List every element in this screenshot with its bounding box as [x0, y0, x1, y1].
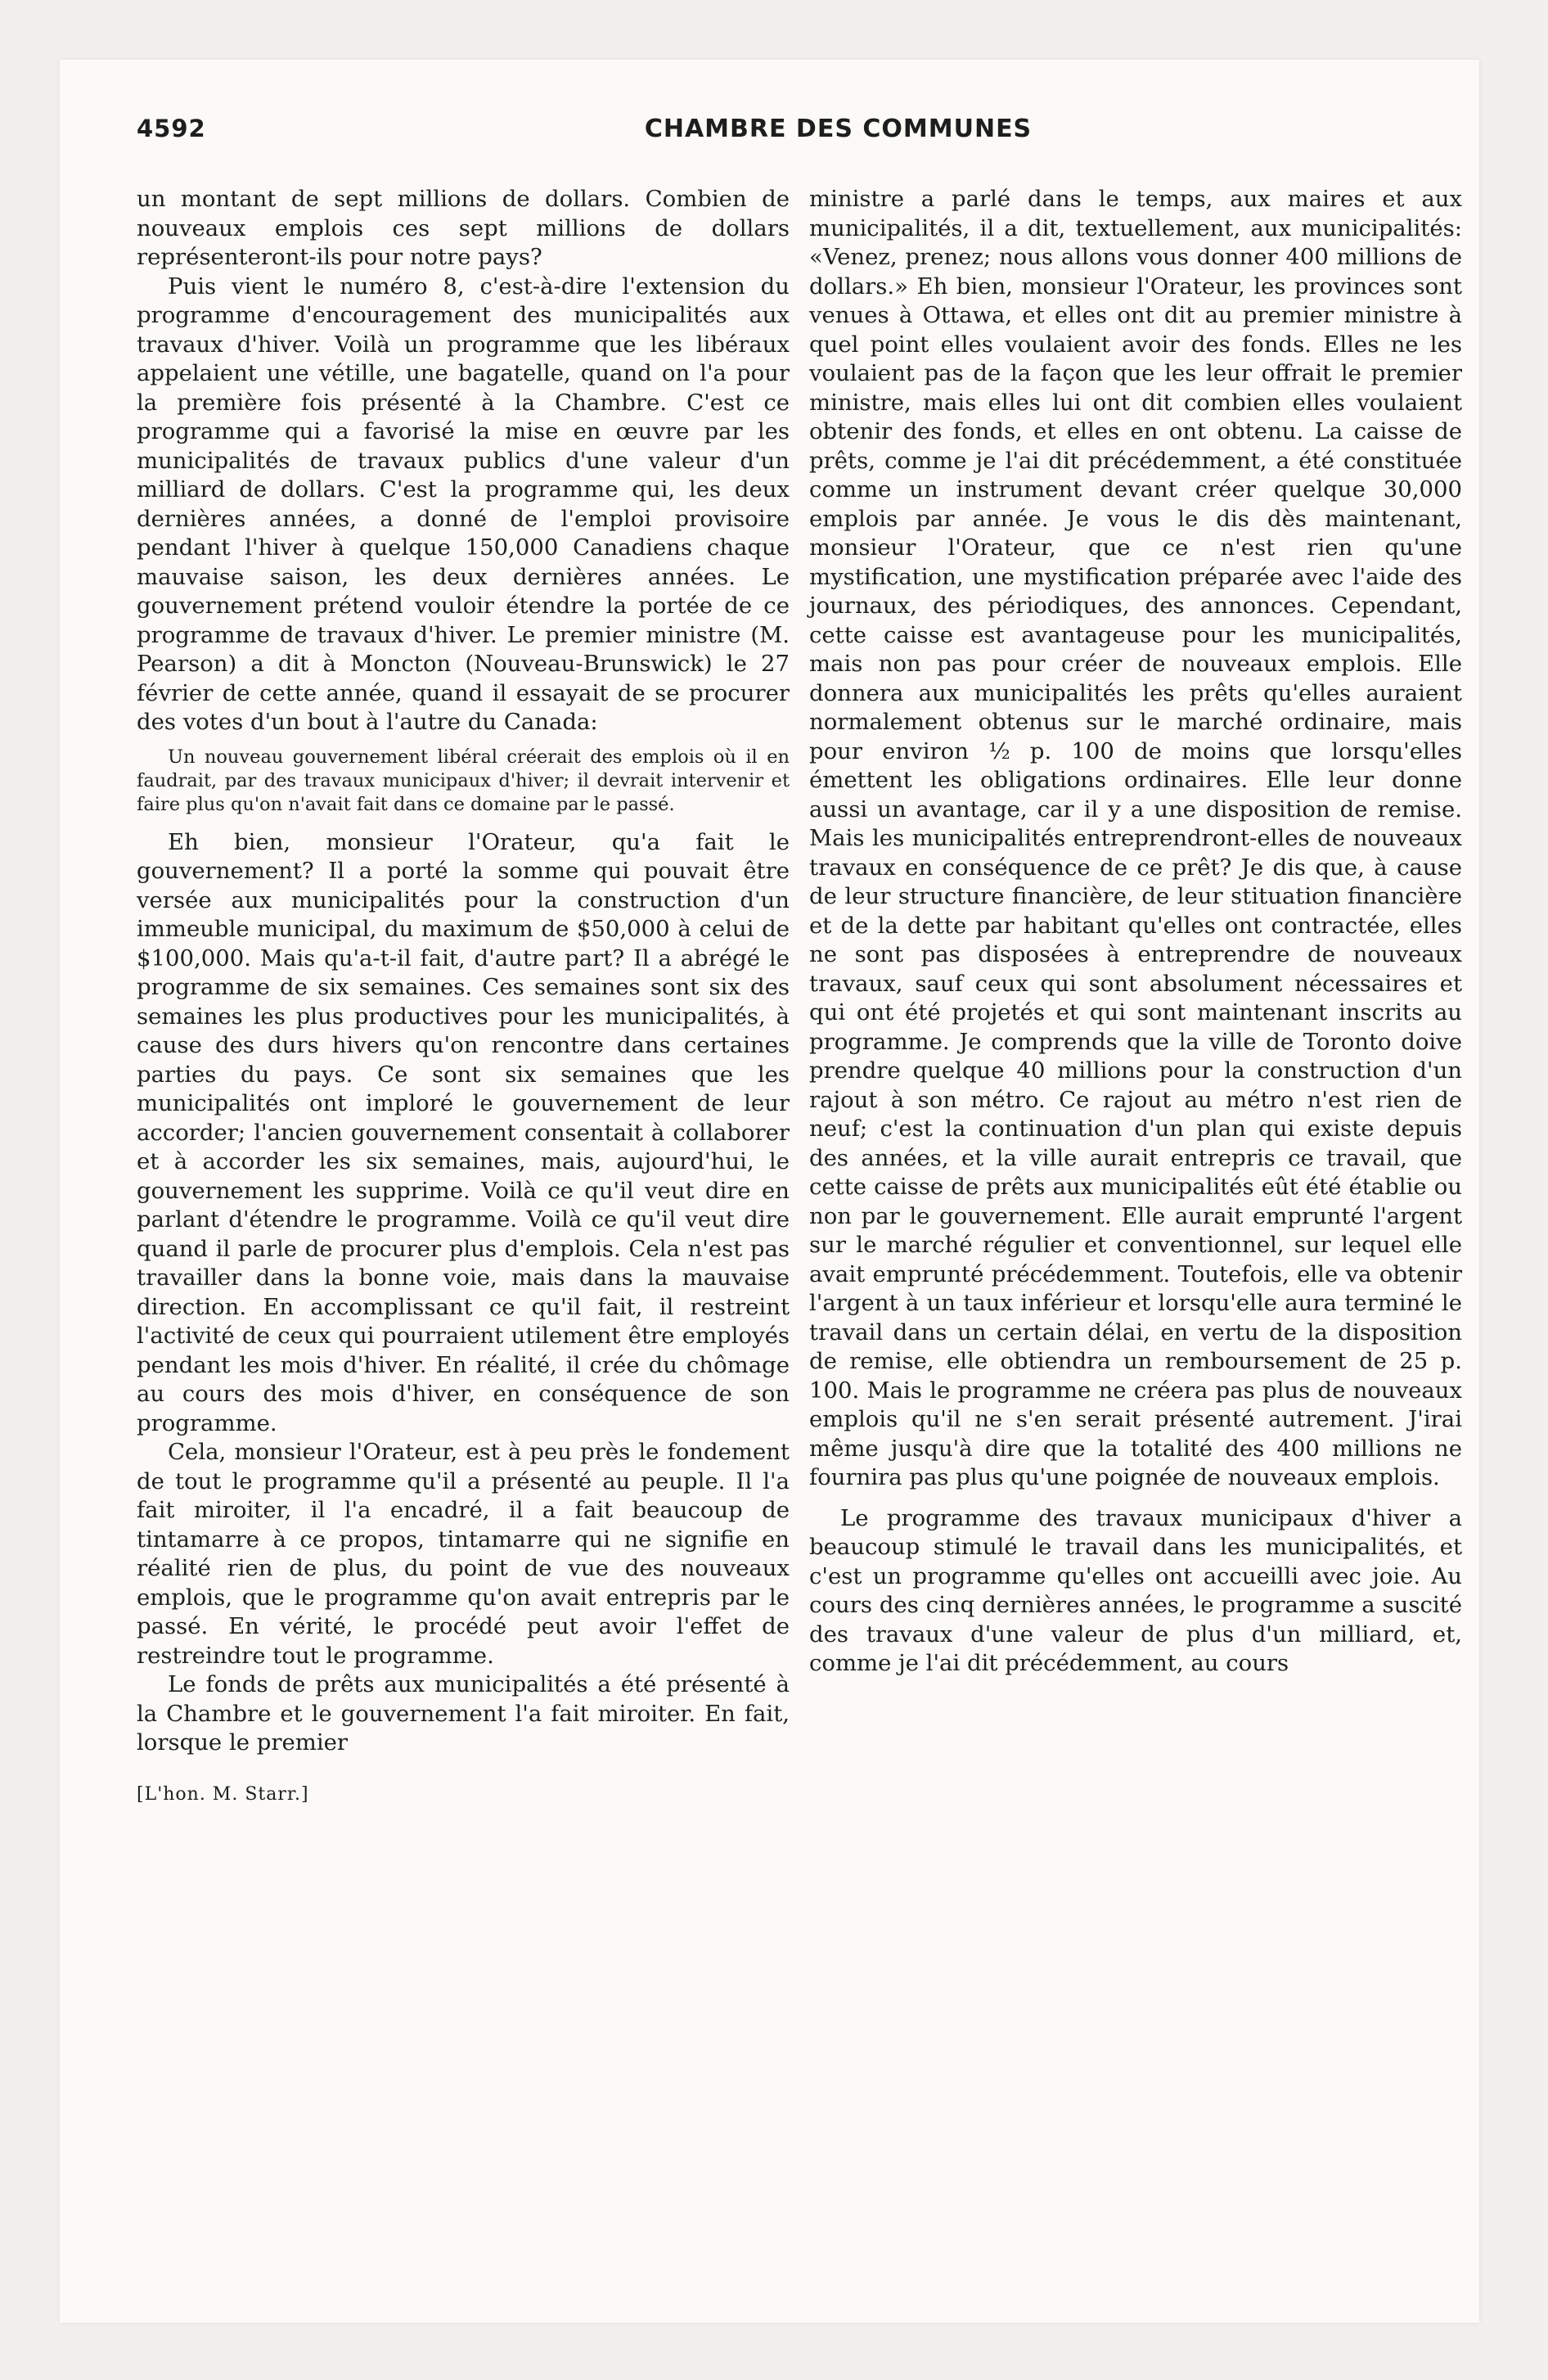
paragraph: un montant de sept millions de dollars. Combien de nouveaux emplois ces sept millions de dollars représenteront-ils pour notre pays? — [137, 186, 790, 270]
paragraph: Puis vient le numéro 8, c'est-à-dire l'extension du programme d'encouragement des municipalités aux travaux d'hiver. Voilà un programme que les libéraux appelaient une vétille, une bagatelle, quand on l'a pour la première fois présenté à la Chambre. C'est ce programme qui a favorisé la mise en œuvre par les municipalités de travaux publics d'une valeur d'un milliard de dollars. C'est la programme qui, les deux dernières années, a donné de l'emploi provisoire pendant l'hiver à quelque 150,000 Canadiens chaque mauvaise saison, les deux dernières années. Le gouvernement prétend vouloir étendre la portée de ce programme de travaux d'hiver. Le premier ministre (M. Pearson) a dit à Moncton (Nouveau-Brunswick) le 27 février de cette année, quand il essayait de se procurer des votes d'un bout à l'autre du Canada: — [137, 273, 790, 735]
speaker-attribution: [L'hon. M. Starr.] — [137, 1783, 309, 1805]
page-header — [75, 115, 1466, 152]
left-column — [137, 185, 790, 1807]
paragraph: ministre a parlé dans le temps, aux maires et aux municipalités, il a dit, textuellement, aux municipalités: «Venez, prenez; nous allons vous donner 400 millions de dollars.» Eh bien, monsieur l'Orateur, les provinces sont venues à Ottawa, et elles ont dit au premier ministre à quel point elles voulaient avoir des fonds. Elles ne les voulaient pas de la façon que les leur offrait le premier ministre, mais elles lui ont dit combien elles voulaient obtenir des fonds, et elles en ont obtenu. La caisse de prêts, comme je l'ai dit précédemment, a été constituée comme un instrument devant créer quelque 30,000 emplois par année. Je vous le dis dès maintenant, monsieur l'Orateur, que ce n'est rien qu'une mystification, une mystification préparée avec l'aide des journaux, des périodiques, des annonces. Cependant, cette caisse est avantageuse pour les municipalités, mais non pas pour créer de nouveaux emplois. Elle donnera aux municipalités les prêts qu'elles auraient normalement obtenus sur le marché ordinaire, mais pour environ ½ p. 100 de moins que lorsqu'elles émettent les obligations ordinaires. Elle leur donne aussi un avantage, car il y a une disposition de remise. Mais les municipalités entreprendront-elles de nouveaux travaux en conséquence de ce prêt? Je dis que, à cause de leur structure financière, de leur stituation financière et de la dette par habitant qu'elles ont contractée, elles ne sont pas disposées à entreprendre de nouveaux travaux, sauf ceux qui sont absolument nécessaires et qui ont été projetés et qui sont maintenant inscrits au programme. Je comprends que la ville de Toronto doive prendre quelque 40 millions pour la construction d'un rajout à son métro. Ce rajout au métro n'est rien de neuf; c'est la continuation d'un plan qui existe depuis des années, et la ville aurait entrepris ce travail, que cette caisse de prêts aux municipalités eût été établie ou non par le gouvernement. Elle aurait emprunté l'argent sur le marché régulier et conventionnel, sur lequel elle avait emprunté précédemment. Toutefois, elle va obtenir l'argent à un taux inférieur et lorsqu'elle aura terminé le travail dans un certain délai, en vertu de la disposition de remise, elle obtiendra un remboursement de 25 p. 100. Mais le programme ne créera pas plus de nouveaux emplois qu'il ne s'en serait présenté autrement. J'irai même jusqu'à dire que la totalité des 400 millions ne fournira pas plus qu'une poignée de nouveaux emplois. — [809, 186, 1462, 1490]
right-column — [809, 185, 1462, 1679]
block-quote: Un nouveau gouvernement libéral créerait des emplois où il en faudrait, par des travaux municipaux d'hiver; il devrait intervenir et faire plus qu'on n'avait fait dans ce domaine par le passé. — [137, 746, 790, 815]
page-number: 4592 — [137, 115, 206, 142]
paragraph: Cela, monsieur l'Orateur, est à peu près le fondement de tout le programme qu'il a présenté au peuple. Il l'a fait miroiter, il l'a encadré, il a fait beaucoup de tintamarre à ce propos, tintamarre qui ne signifie en réalité rien de plus, du point de vue des nouveaux emplois, que le programme qu'on avait entrepris par le passé. En vérité, le procédé peut avoir l'effet de restreindre tout le programme. — [137, 1439, 790, 1669]
running-title: CHAMBRE DES COMMUNES — [644, 115, 1033, 143]
paragraph: Le fonds de prêts aux municipalités a été présenté à la Chambre et le gouvernement l'a fait miroiter. En fait, lorsque le premier — [137, 1671, 790, 1756]
paragraph: Eh bien, monsieur l'Orateur, qu'a fait le gouvernement? Il a porté la somme qui pouvait être versée aux municipalités pour la construction d'un immeuble municipal, du maximum de $50,000 à celui de $100,000. Mais qu'a-t-il fait, d'autre part? Il a abrégé le programme de six semaines. Ces semaines sont six des semaines les plus productives pour les municipalités, à cause des durs hivers qu'on rencontre dans certaines parties du pays. Ce sont six semaines que les municipalités ont imploré le gouvernement de leur accorder; l'ancien gouvernement consentait à collaborer et à accorder les six semaines, mais, aujourd'hui, le gouvernement les supprime. Voilà ce qu'il veut dire en parlant d'étendre le programme. Voilà ce qu'il veut dire quand il parle de procurer plus d'emplois. Cela n'est pas travailler dans la bonne voie, mais dans la mauvaise direction. En accomplissant ce qu'il fait, il restreint l'activité de ceux qui pourraient utilement être employés pendant les mois d'hiver. En réalité, il crée du chômage au cours des mois d'hiver, en conséquence de son programme. — [137, 828, 790, 1436]
paragraph: Le programme des travaux municipaux d'hiver a beaucoup stimulé le travail dans les municipalités, et c'est un programme qu'elles ont accueilli avec joie. Au cours des cinq dernières années, le programme a suscité des travaux d'une valeur de plus d'un milliard, et, comme je l'ai dit précédemment, au cours — [809, 1504, 1462, 1676]
